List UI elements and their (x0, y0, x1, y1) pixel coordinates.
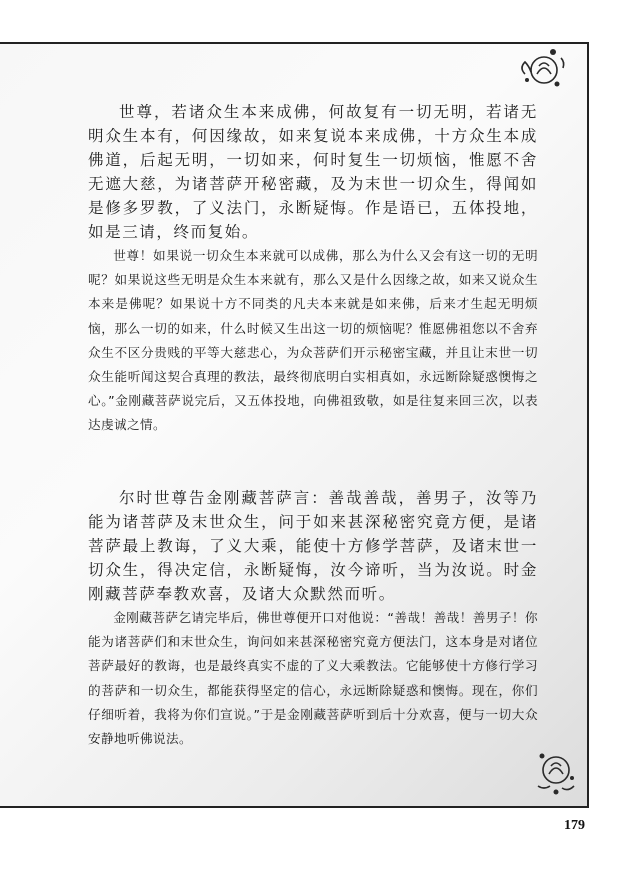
translation-paragraph-2: 金刚藏菩萨乞请完毕后，佛世尊便开口对他说：“善哉！善哉！善男子！你能为诸菩萨们和末世众生，询问如来甚深秘密究竟方便法门，这本身是对诸位菩萨最好的教诲，也是最终真实不虚的了义大乘教法。它能够使十方修行学习的菩萨和一切众生，都能获得坚定的信心，永远断除疑惑和懊悔。现在，你们仔细听着，我将为你们宣说。”于是金刚藏菩萨听到后十分欢喜，便与一切大众安静地听佛说法。 (88, 610, 538, 747)
page-number: 179 (564, 818, 585, 833)
classical-paragraph-1: 世尊，若诸众生本来成佛，何故复有一切无明，若诸无明众生本有，何因缘故，如来复说本来成佛，十方众生本成佛道，后起无明，一切如来，何时复生一切烦恼，惟愿不舍无遮大慈，为诸菩萨开秘密藏，及为末世一切众生，得闻如是修多罗教，了义法门，永断疑悔。作是语已，五体投地，如是三请，终而复始。 (88, 103, 538, 241)
translation-paragraph-1: 世尊！如果说一切众生本来就可以成佛，那么为什么又会有这一切的无明呢？如果说这些无明是众生本来就有，那么又是什么因缘之故，如来又说众生本来是佛呢？如果说十方不同类的凡夫本来就是如来佛，后来才生起无明烦恼，那么一切的如来，什么时候又生出这一切的烦恼呢？惟愿佛祖您以不舍弃众生不区分贵贱的平等大慈悲心，为众菩萨们开示秘密宝藏，并且让末世一切众生能听闻这契合真理的教法，最终彻底明白实相真如，永远断除疑惑懊悔之心。”金刚藏菩萨说完后，又五体投地，向佛祖致敬，如是往复来回三次，以表达虔诚之情。 (88, 248, 538, 433)
lotus-ornament-icon (532, 748, 580, 798)
lotus-ornament-icon (517, 44, 567, 92)
classical-paragraph-2: 尔时世尊告金刚藏菩萨言：善哉善哉，善男子，汝等乃能为诸菩萨及末世众生，问于如来甚深秘密究竟方便，是诸菩萨最上教诲，了义大乘，能使十方修学菩萨，及诸末世一切众生，得决定信，永断疑悔，汝今谛听，当为汝说。时金刚藏菩萨奉教欢喜，及诸大众默然而听。 (88, 489, 538, 603)
